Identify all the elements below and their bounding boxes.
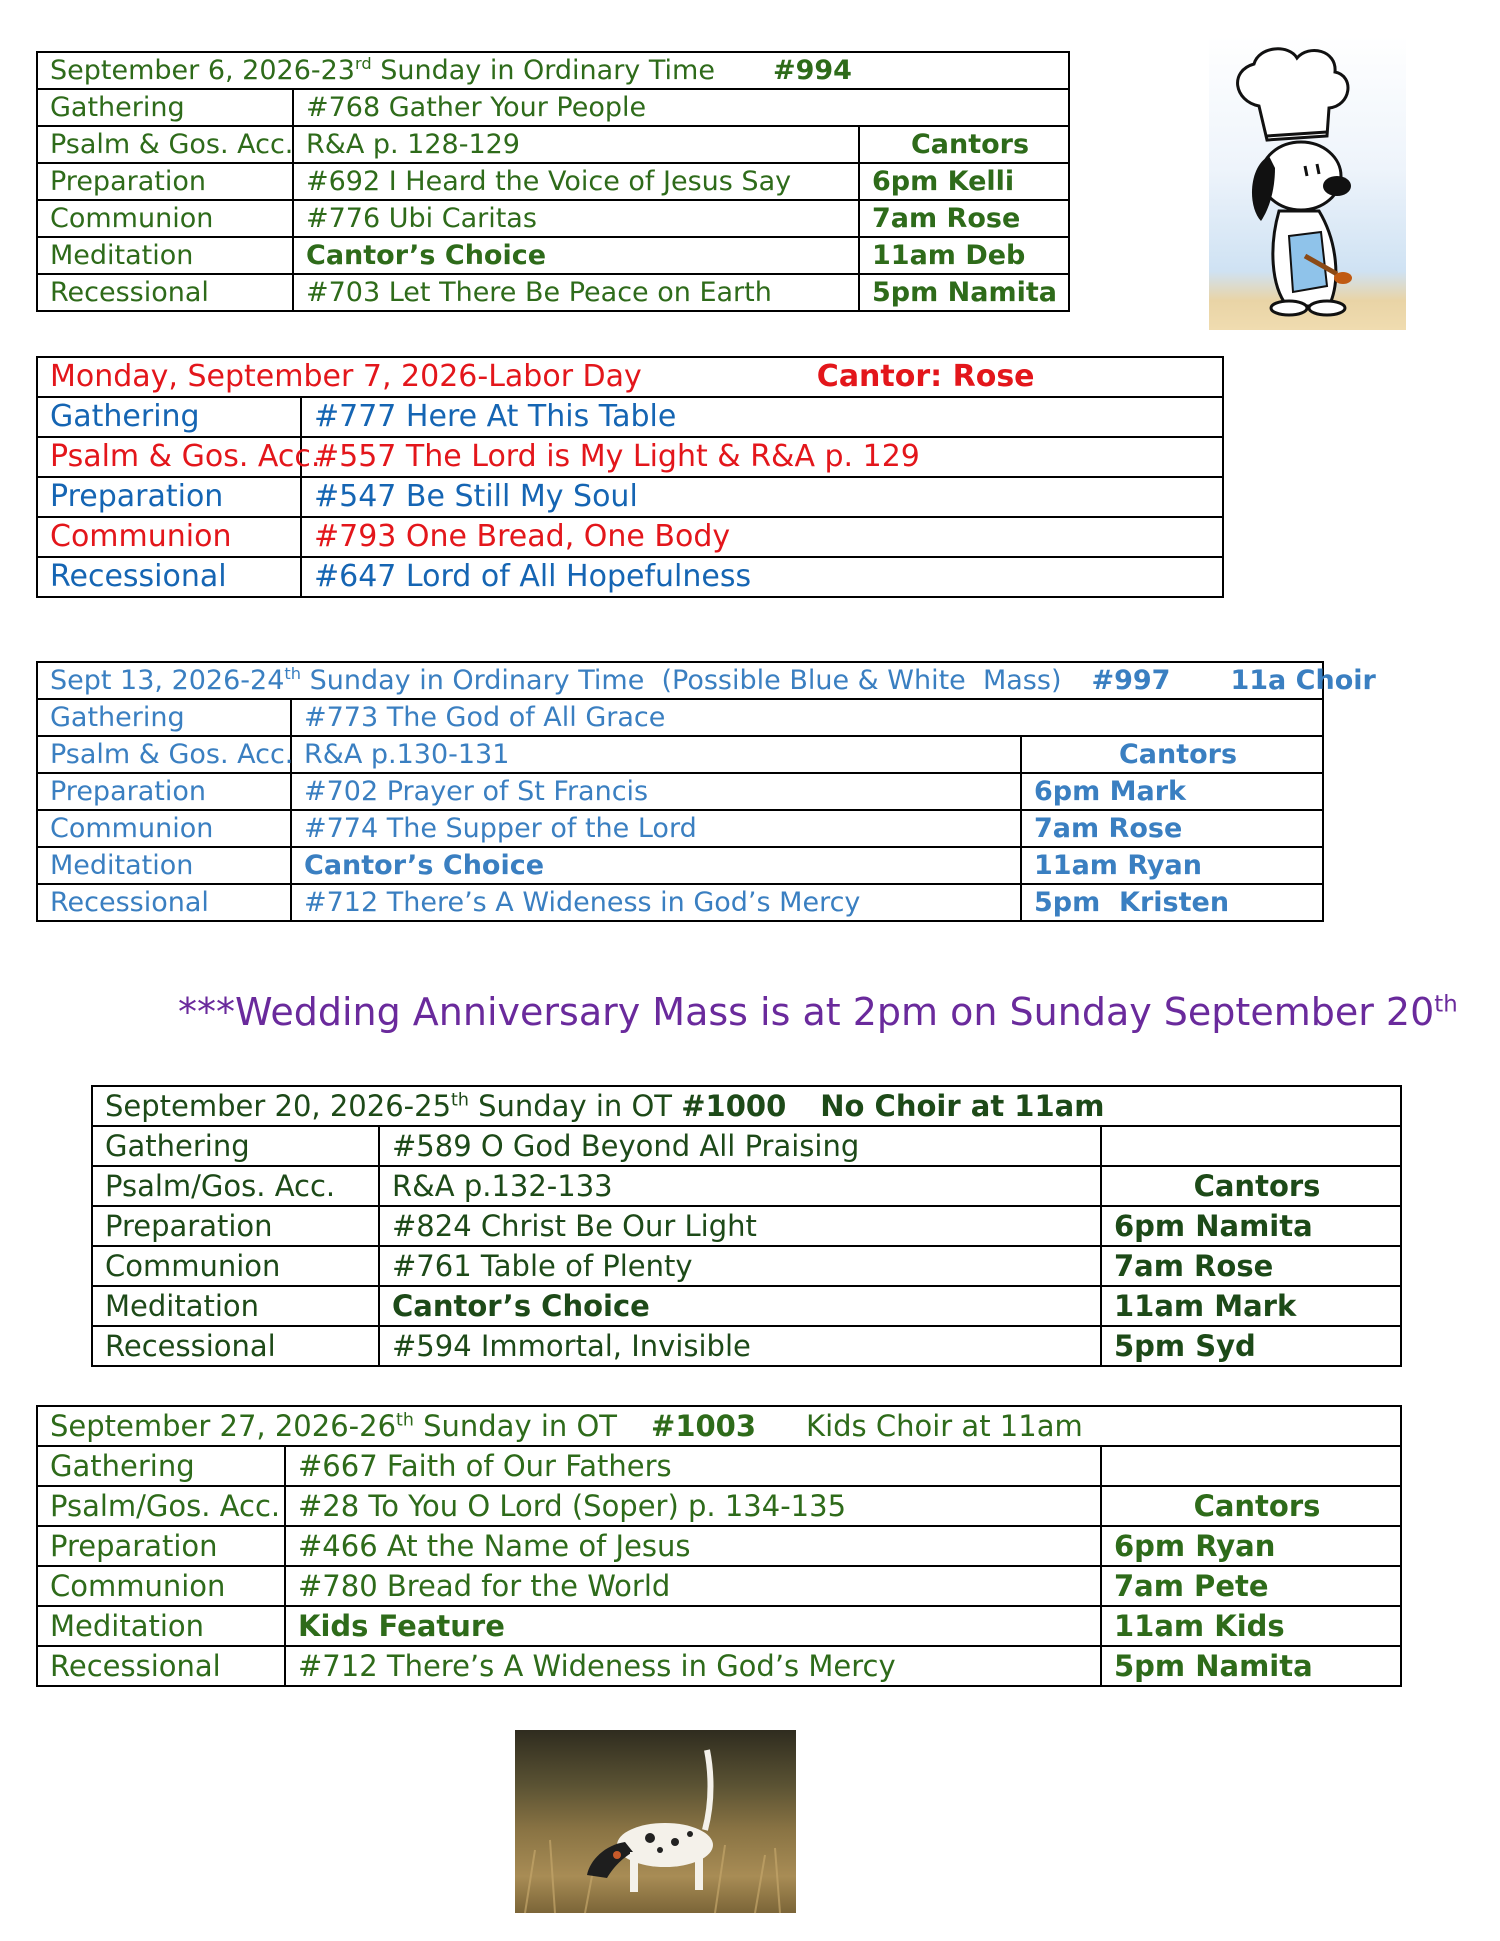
title-sup: th [451,1089,469,1110]
row-label: Meditation [92,1286,379,1326]
hymn-cell: #589 O God Beyond All Praising [379,1126,1101,1166]
table-row [37,200,1069,237]
row-label: Preparation [37,477,301,517]
hymn-cell: R&A p. 128-129 [293,126,859,163]
cantors-header: Cantors [1101,1166,1401,1206]
title-rest: Sunday in OT [413,1408,618,1443]
hymn-cell: #547 Be Still My Soul [301,477,1223,517]
mass-number: #1000 [681,1088,787,1123]
table-row [92,1166,1401,1206]
choir-note: 11a Choir [1230,665,1376,696]
cantor-cell: 7am Pete [1101,1566,1401,1606]
row-label: Communion [37,517,301,557]
choir-note: Kids Choir at 11am [806,1408,1083,1443]
hymn-cell: #780 Bread for the World [285,1566,1101,1606]
title-date: September 20, 2026-25 [105,1088,452,1123]
row-label: Psalm & Gos. Acc. [37,126,293,163]
hymn-cell: #28 To You O Lord (Soper) p. 134-135 [285,1486,1101,1526]
table-row [92,1286,1401,1326]
hymn-cell: #776 Ubi Caritas [293,200,859,237]
title-sup: th [396,1409,414,1430]
row-label: Meditation [37,847,291,884]
snoopy-chef-illustration [1209,36,1406,330]
row-label: Preparation [92,1206,379,1246]
hymn-cell: Cantor’s Choice [379,1286,1101,1326]
row-label: Gathering [37,699,291,736]
table-row [37,163,1069,200]
hymn-cell: #692 I Heard the Voice of Jesus Say [293,163,859,200]
cantor-cell: 6pm Ryan [1101,1526,1401,1566]
schedule-table-sept-6 [36,51,1070,312]
mass-title [37,357,1223,397]
title-rest: Sunday in Ordinary Time (Possible Blue & White Mass) [301,665,1062,696]
title-rest: Sunday in Ordinary Time [371,55,715,86]
row-label: Gathering [37,1446,285,1486]
mass-number: #994 [772,55,852,86]
title-date: September 27, 2026-26 [50,1408,397,1443]
choir-note: No Choir at 11am [820,1088,1105,1123]
cantor-cell: 11am Deb [859,237,1069,274]
row-label: Preparation [37,163,293,200]
cantors-header: Cantors [859,126,1069,163]
table-header-row [37,357,1223,397]
row-label: Recessional [37,1646,285,1686]
announcement-sup: th [1434,991,1458,1018]
row-label: Preparation [37,1526,285,1566]
cantors-header: Cantors [1021,736,1323,773]
table-row [37,847,1323,884]
table-row [37,437,1223,477]
table-row [37,773,1323,810]
row-label: Gathering [37,397,301,437]
cantor-cell: 7am Rose [859,200,1069,237]
table-row [37,1486,1401,1526]
hymn-cell: #761 Table of Plenty [379,1246,1101,1286]
title-rest: Sunday in OT [468,1088,682,1123]
hymn-cell: #703 Let There Be Peace on Earth [293,274,859,311]
row-label: Communion [37,200,293,237]
row-label: Psalm/Gos. Acc. [37,1486,285,1526]
row-label: Gathering [37,89,293,126]
mass-title [37,52,1069,89]
schedule-table-sept-20 [91,1085,1402,1367]
table-row [37,477,1223,517]
row-label: Gathering [92,1126,379,1166]
schedule-table-sept-27 [36,1405,1402,1687]
row-label: Communion [37,1566,285,1606]
hymn-cell: Cantor’s Choice [293,237,859,274]
pointer-dog-photo [515,1730,796,1913]
row-label: Recessional [37,884,291,921]
row-label: Psalm & Gos. Acc. [37,736,291,773]
schedule-table-sept-13 [36,661,1376,922]
row-label: Recessional [37,557,301,597]
row-label: Recessional [92,1326,379,1366]
cantor-cell: 11am Kids [1101,1606,1401,1646]
announcement-text: ***Wedding Anniversary Mass is at 2pm on Sunday September 20 [178,990,1435,1034]
pointer-dog-image [515,1730,796,1913]
hymn-cell: #647 Lord of All Hopefulness [301,557,1223,597]
table-header-row [37,662,1323,699]
row-label: Communion [37,810,291,847]
cantor-cell: 5pm Syd [1101,1326,1401,1366]
cantor-cell: 5pm Namita [1101,1646,1401,1686]
row-label: Psalm/Gos. Acc. [92,1166,379,1206]
table-row [92,1126,1401,1166]
hymn-cell: #768 Gather Your People [293,89,1069,126]
hymn-cell: #774 The Supper of the Lord [291,810,1021,847]
table-row [37,1646,1401,1686]
table-row [37,810,1323,847]
table-row [37,1566,1401,1606]
mass-title [92,1086,1401,1126]
hymn-cell: #712 There’s A Wideness in God’s Mercy [291,884,1021,921]
hymn-cell: #773 The God of All Grace [291,699,1323,736]
title-date: Sept 13, 2026-24 [50,665,285,696]
table-row [37,736,1323,773]
hymn-cell: Cantor’s Choice [291,847,1021,884]
hymn-cell: #667 Faith of Our Fathers [285,1446,1101,1486]
hymn-cell: Kids Feature [285,1606,1101,1646]
table-row [92,1326,1401,1366]
table-row [92,1246,1401,1286]
table-row [92,1206,1401,1246]
schedule-table-labor-day [36,356,1224,598]
cantor-cell: 6pm Mark [1021,773,1323,810]
hymn-cell: #466 At the Name of Jesus [285,1526,1101,1566]
table-row [37,1606,1401,1646]
title-date: September 6, 2026-23 [50,55,355,86]
mass-number: #997 [1091,665,1171,696]
table-row [37,126,1069,163]
table-row [37,397,1223,437]
table-row [37,884,1323,921]
title-sup: th [284,664,302,683]
snoopy-chef-image [1209,36,1406,330]
anniversary-mass-announcement [178,990,1458,1034]
cantor-cell [1101,1446,1401,1486]
table-header-row [37,52,1069,89]
cantor-cell: 5pm Namita [859,274,1069,311]
mass-title [37,662,1376,699]
hymn-cell: #777 Here At This Table [301,397,1223,437]
table-header-row [92,1086,1401,1126]
table-row [37,517,1223,557]
hymn-cell: #824 Christ Be Our Light [379,1206,1101,1246]
hymn-cell: R&A p.132-133 [379,1166,1101,1206]
cantor-cell: 6pm Namita [1101,1206,1401,1246]
table-row [37,237,1069,274]
cantor-cell: 11am Ryan [1021,847,1323,884]
cantor-cell: 7am Rose [1021,810,1323,847]
table-row [37,89,1069,126]
cantor-label: Cantor: Rose [816,359,1035,394]
cantor-cell: 7am Rose [1101,1246,1401,1286]
hymn-cell: #712 There’s A Wideness in God’s Mercy [285,1646,1101,1686]
title-date: Monday, September 7, 2026-Labor Day [50,359,642,394]
hymn-cell: R&A p.130-131 [291,736,1021,773]
hymn-cell: #702 Prayer of St Francis [291,773,1021,810]
row-label: Recessional [37,274,293,311]
hymn-cell: #594 Immortal, Invisible [379,1326,1101,1366]
table-row [37,557,1223,597]
row-label: Communion [92,1246,379,1286]
row-label: Preparation [37,773,291,810]
table-row [37,1526,1401,1566]
cantor-cell: 5pm Kristen [1021,884,1323,921]
row-label: Psalm & Gos. Acc. [37,437,301,477]
table-row [37,274,1069,311]
mass-title [37,1406,1401,1446]
table-header-row [37,1406,1401,1446]
cantor-cell [1101,1126,1401,1166]
mass-number: #1003 [651,1408,757,1443]
table-row [37,699,1323,736]
cantor-cell: 11am Mark [1101,1286,1401,1326]
table-row [37,1446,1401,1486]
row-label: Meditation [37,237,293,274]
row-label: Meditation [37,1606,285,1646]
cantors-header: Cantors [1101,1486,1401,1526]
title-sup: rd [354,54,372,73]
cantor-cell: 6pm Kelli [859,163,1069,200]
hymn-cell: #793 One Bread, One Body [301,517,1223,557]
hymn-cell: #557 The Lord is My Light & R&A p. 129 [301,437,1223,477]
